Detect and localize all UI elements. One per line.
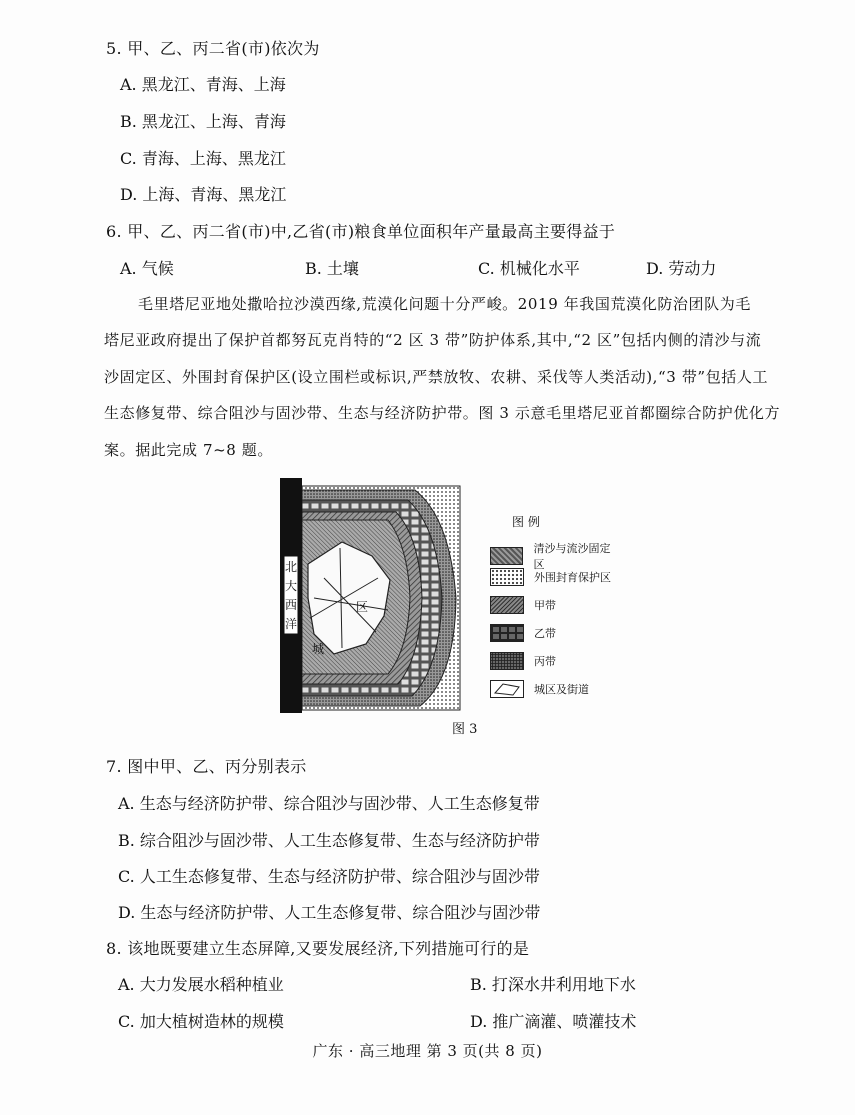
legend-item bbox=[490, 680, 589, 698]
question-6-option-a: A. 气候 bbox=[120, 259, 174, 278]
legend-label: 丙带 bbox=[534, 655, 556, 668]
legend-swatch bbox=[490, 596, 524, 614]
question-8-option-c: C. 加大植树造林的规模 bbox=[118, 1012, 284, 1031]
question-6-option-b: B. 土壤 bbox=[305, 259, 359, 278]
passage-line: 沙固定区、外围封育保护区(设立围栏或标识,严禁放牧、农耕、采伐等人类活动),“3 带”包括人工 bbox=[104, 368, 769, 386]
question-7-stem: 7. 图中甲、乙、丙分别表示 bbox=[106, 757, 307, 776]
legend-item bbox=[490, 596, 556, 614]
map-illustration bbox=[280, 478, 480, 713]
question-5-stem: 5. 甲、乙、丙二省(市)依次为 bbox=[106, 39, 320, 58]
question-5-option-b: B. 黑龙江、上海、青海 bbox=[120, 112, 286, 131]
passage-line: 生态修复带、综合阻沙与固沙带、生态与经济防护带。图 3 示意毛里塔尼亚首都圈综合防护优化方 bbox=[104, 404, 781, 422]
legend-label: 城区及街道 bbox=[534, 683, 589, 696]
passage-line: 案。据此完成 7~8 题。 bbox=[104, 441, 273, 459]
question-8-option-d: D. 推广滴灌、喷灌技术 bbox=[470, 1012, 637, 1031]
question-5-option-a: A. 黑龙江、青海、上海 bbox=[120, 75, 286, 94]
question-6-option-c: C. 机械化水平 bbox=[478, 259, 580, 278]
city-label: 城 bbox=[312, 642, 325, 656]
question-5-option-c: C. 青海、上海、黑龙江 bbox=[120, 149, 286, 168]
figure-caption: 图 3 bbox=[452, 722, 478, 737]
legend-label: 外围封育保护区 bbox=[534, 571, 611, 584]
legend-item bbox=[490, 568, 611, 586]
question-6-option-d: D. 劳动力 bbox=[646, 259, 717, 278]
question-8-option-a: A. 大力发展水稻种植业 bbox=[118, 975, 284, 994]
district-label: 区 bbox=[356, 600, 369, 614]
legend-label: 清沙与流沙固定区 bbox=[533, 542, 611, 571]
question-7-option-d: D. 生态与经济防护带、人工生态修复带、综合阻沙与固沙带 bbox=[118, 903, 541, 922]
ocean-label: 北大西洋 bbox=[285, 560, 298, 631]
page-footer: 广东 · 高三地理 第 3 页(共 8 页) bbox=[312, 1042, 543, 1060]
legend-label: 乙带 bbox=[534, 627, 556, 640]
legend-swatch bbox=[490, 568, 524, 586]
legend-item bbox=[490, 652, 556, 670]
figure-3-map bbox=[280, 478, 620, 713]
question-7-option-a: A. 生态与经济防护带、综合阻沙与固沙带、人工生态修复带 bbox=[118, 794, 540, 813]
passage-line: 毛里塔尼亚地处撒哈拉沙漠西缘,荒漠化问题十分严峻。2019 年我国荒漠化防治团队为毛 bbox=[138, 295, 751, 313]
legend-label: 甲带 bbox=[534, 599, 556, 612]
legend-title: 图 例 bbox=[512, 515, 540, 529]
question-8-stem: 8. 该地既要建立生态屏障,又要发展经济,下列措施可行的是 bbox=[106, 939, 530, 958]
question-5-option-d: D. 上海、青海、黑龙江 bbox=[120, 185, 287, 204]
question-6-stem: 6. 甲、乙、丙二省(市)中,乙省(市)粮食单位面积年产量最高主要得益于 bbox=[106, 222, 616, 241]
question-8-option-b: B. 打深水井利用地下水 bbox=[470, 975, 636, 994]
question-7-option-b: B. 综合阻沙与固沙带、人工生态修复带、生态与经济防护带 bbox=[118, 831, 540, 850]
passage-line: 塔尼亚政府提出了保护首都努瓦克肖特的“2 区 3 带”防护体系,其中,“2 区”包括内侧的清沙与流 bbox=[104, 331, 762, 349]
legend-swatch bbox=[490, 547, 523, 565]
question-7-option-c: C. 人工生态修复带、生态与经济防护带、综合阻沙与固沙带 bbox=[118, 867, 540, 886]
legend-swatch bbox=[490, 624, 524, 642]
legend-item bbox=[490, 624, 556, 642]
legend-swatch bbox=[490, 680, 524, 698]
legend-swatch bbox=[490, 652, 524, 670]
